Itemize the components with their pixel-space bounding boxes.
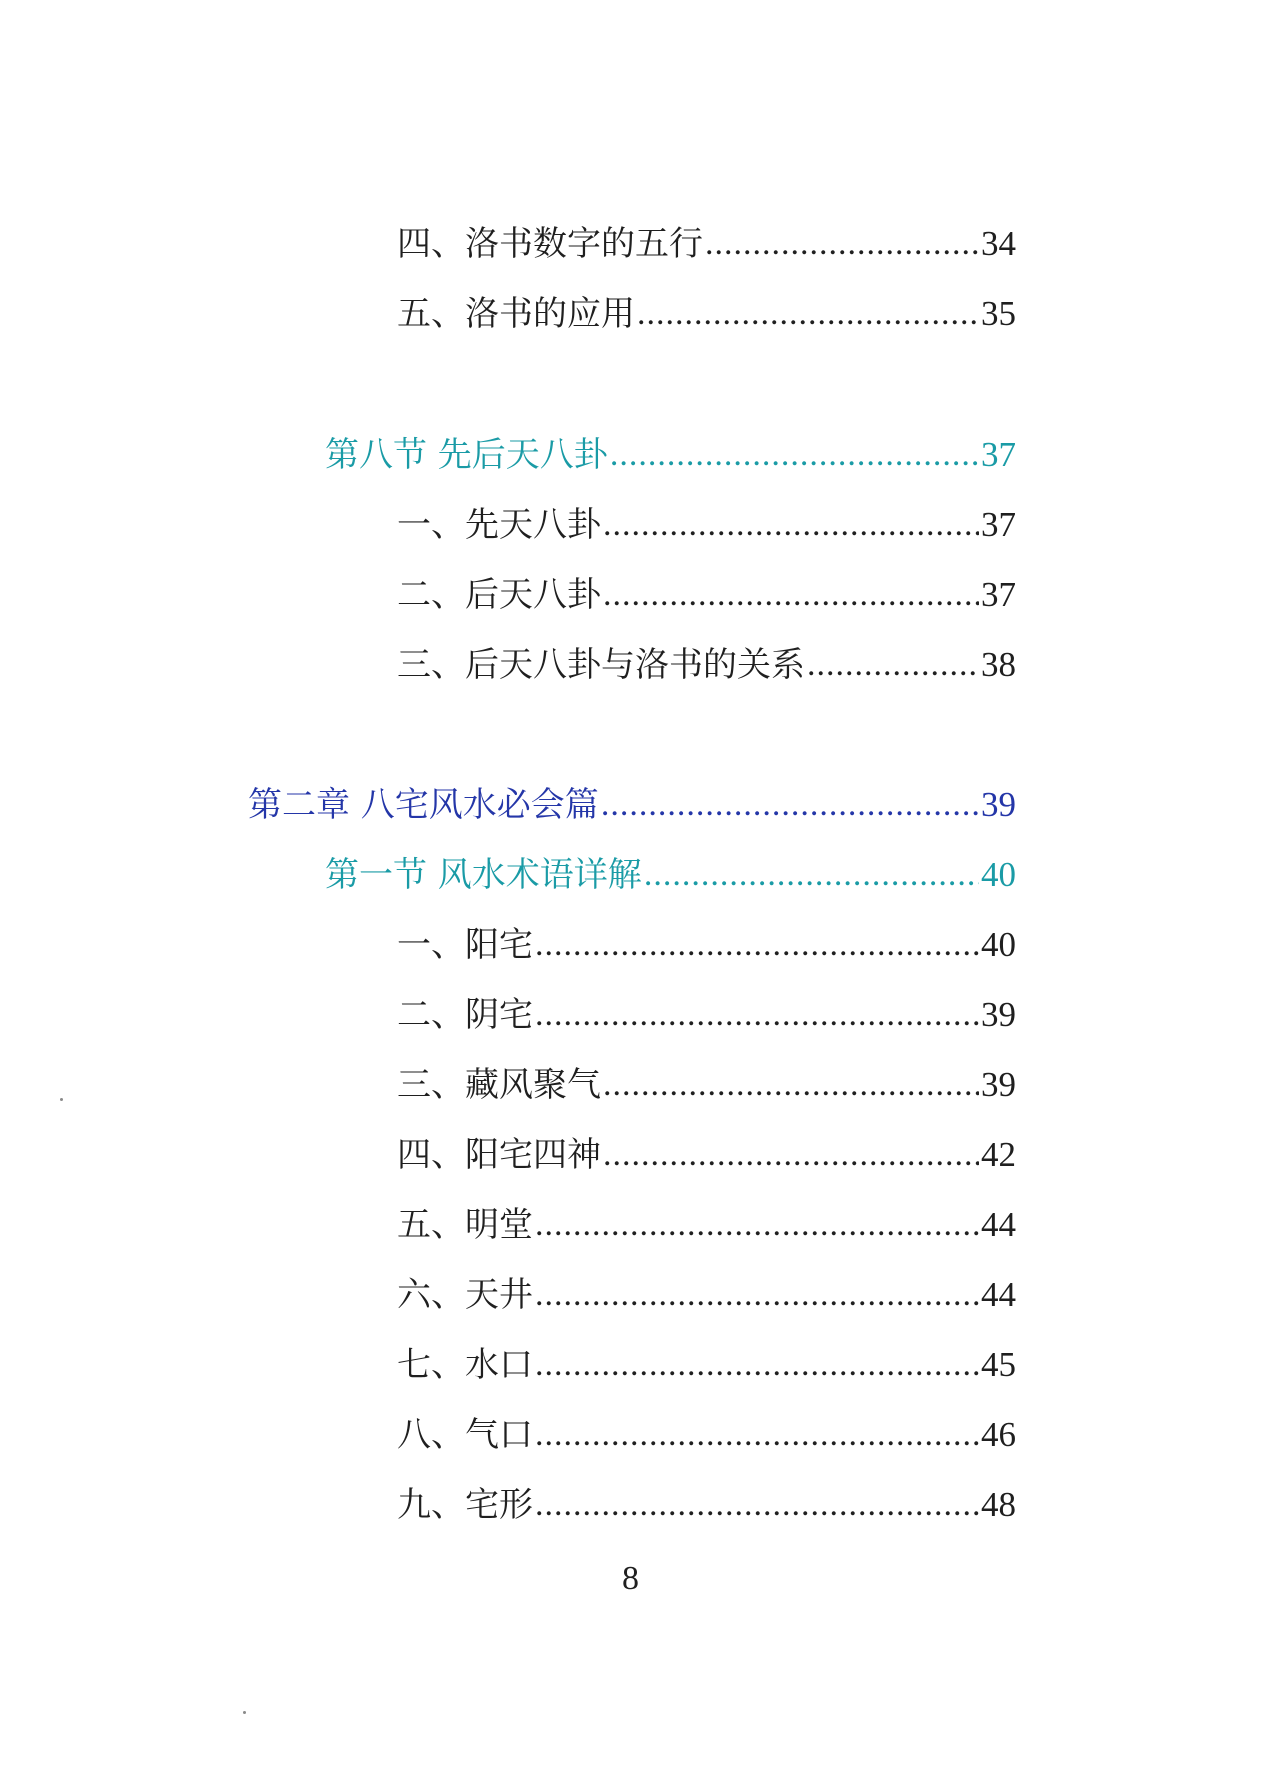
toc-entry-title: 一、阳宅 <box>397 925 533 965</box>
toc-entry-title: 五、洛书的应用 <box>397 294 635 334</box>
toc-entry-title: 第二章 八宅风水必会篇 <box>248 785 599 825</box>
page-number: 8 <box>622 1560 639 1597</box>
toc-entry-page: 44 <box>981 1205 1016 1244</box>
dot-leader <box>603 501 979 549</box>
toc-entry-page: 38 <box>981 645 1016 684</box>
toc-section-entry[interactable] <box>325 851 1016 899</box>
dot-leader <box>637 290 979 338</box>
toc-entry-title: 二、后天八卦 <box>397 575 601 615</box>
toc-entry[interactable] <box>397 1341 1016 1389</box>
toc-entry-page: 42 <box>981 1135 1016 1174</box>
dot-leader <box>603 1131 979 1179</box>
toc-entry-page: 37 <box>981 435 1016 474</box>
toc-entry-title: 七、水口 <box>397 1345 533 1385</box>
scan-speck <box>243 1711 246 1714</box>
toc-entry-title: 一、先天八卦 <box>397 505 601 545</box>
toc-entry-page: 46 <box>981 1415 1016 1454</box>
toc-entry-page: 45 <box>981 1345 1016 1384</box>
toc-entry-page: 34 <box>981 224 1016 263</box>
toc-entry-page: 40 <box>981 855 1016 894</box>
dot-leader <box>705 220 979 268</box>
dot-leader <box>535 1271 979 1319</box>
toc-entry-title: 第八节 先后天八卦 <box>325 435 608 475</box>
toc-entry[interactable] <box>397 220 1016 268</box>
toc-entry[interactable] <box>397 290 1016 338</box>
dot-leader <box>535 1201 979 1249</box>
scan-speck <box>60 1098 63 1101</box>
toc-entry-title: 五、明堂 <box>397 1205 533 1245</box>
toc-entry-page: 35 <box>981 294 1016 333</box>
toc-entry[interactable] <box>397 1201 1016 1249</box>
toc-entry[interactable] <box>397 1131 1016 1179</box>
toc-entry-page: 37 <box>981 505 1016 544</box>
toc-entry-page: 39 <box>981 1065 1016 1104</box>
toc-entry[interactable] <box>397 641 1016 689</box>
toc-entry[interactable] <box>397 1481 1016 1529</box>
dot-leader <box>535 921 979 969</box>
toc-entry[interactable] <box>397 1271 1016 1319</box>
toc-section-entry[interactable] <box>325 431 1016 479</box>
dot-leader <box>603 571 979 619</box>
dot-leader <box>535 991 979 1039</box>
dot-leader <box>807 641 979 689</box>
toc-entry-title: 九、宅形 <box>397 1485 533 1525</box>
toc-entry[interactable] <box>397 921 1016 969</box>
dot-leader <box>603 1061 979 1109</box>
toc-entry[interactable] <box>397 501 1016 549</box>
toc-entry[interactable] <box>397 991 1016 1039</box>
dot-leader <box>535 1481 979 1529</box>
toc-entry-title: 六、天井 <box>397 1275 533 1315</box>
toc-entry-title: 三、后天八卦与洛书的关系 <box>397 645 805 685</box>
dot-leader <box>644 851 979 899</box>
toc-entry[interactable] <box>397 571 1016 619</box>
toc-entry-title: 八、气口 <box>397 1415 533 1455</box>
toc-entry-page: 39 <box>981 995 1016 1034</box>
toc-entry-page: 48 <box>981 1485 1016 1524</box>
toc-entry-page: 37 <box>981 575 1016 614</box>
toc-entry[interactable] <box>397 1411 1016 1459</box>
toc-entry-title: 四、洛书数字的五行 <box>397 224 703 264</box>
toc-entry-title: 四、阳宅四神 <box>397 1135 601 1175</box>
toc-entry-page: 40 <box>981 925 1016 964</box>
toc-entry-page: 39 <box>981 785 1016 824</box>
toc-entry[interactable] <box>397 1061 1016 1109</box>
dot-leader <box>535 1411 979 1459</box>
toc-entry-title: 三、藏风聚气 <box>397 1065 601 1105</box>
toc-entry-page: 44 <box>981 1275 1016 1314</box>
toc-entry-title: 第一节 风水术语详解 <box>325 855 642 895</box>
dot-leader <box>535 1341 979 1389</box>
dot-leader <box>601 781 979 829</box>
toc-chapter-entry[interactable] <box>248 781 1016 829</box>
dot-leader <box>610 431 979 479</box>
toc-entry-title: 二、阴宅 <box>397 995 533 1035</box>
